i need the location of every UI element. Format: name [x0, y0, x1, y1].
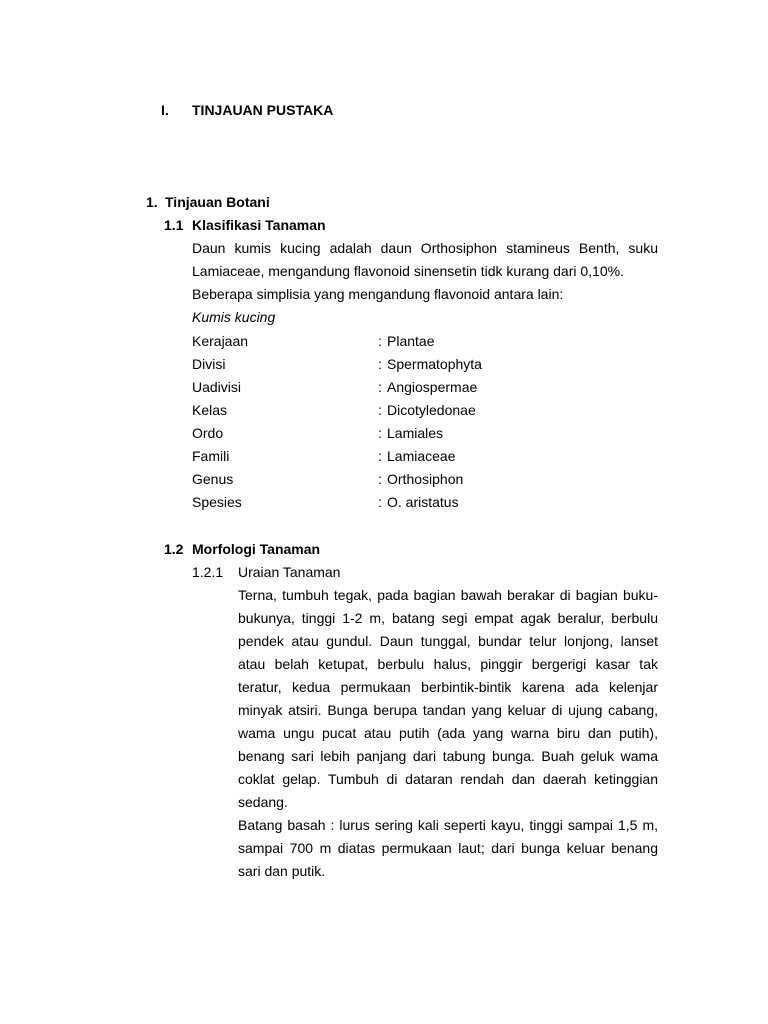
- subsection-1-2-1-number: 1.2.1: [192, 564, 224, 580]
- taxonomy-rank: Kelas: [192, 402, 228, 418]
- flavonoid-simplisia-line: Beberapa simplisia yang mengandung flavonoid antara lain:: [192, 286, 564, 302]
- taxonomy-colon: :: [378, 402, 382, 418]
- taxonomy-rank: Kerajaan: [192, 333, 249, 349]
- taxonomy-colon: :: [378, 471, 382, 487]
- section-1-number: 1.: [146, 194, 158, 210]
- taxonomy-colon: :: [378, 494, 382, 510]
- section-1-1-number: 1.1: [164, 217, 184, 233]
- taxonomy-rank: Uadivisi: [192, 379, 242, 395]
- chapter-number: I.: [161, 102, 169, 118]
- chapter-title: TINJAUAN PUSTAKA: [192, 102, 334, 118]
- taxonomy-rank: Divisi: [192, 356, 226, 372]
- taxonomy-row: [192, 379, 512, 402]
- taxonomy-value: Plantae: [387, 333, 435, 349]
- classification-intro: Daun kumis kucing adalah daun Orthosiphon stamineus Benth, suku Lamiaceae, mengandung flavonoid sinensetin tidk kurang dari 0,10%.: [192, 240, 658, 279]
- taxonomy-rank: Ordo: [192, 425, 224, 441]
- section-1-title: Tinjauan Botani: [165, 194, 270, 210]
- taxonomy-value: Orthosiphon: [387, 471, 464, 487]
- taxonomy-value: Spermatophyta: [387, 356, 482, 372]
- taxonomy-row: [192, 402, 512, 425]
- section-1-2-number: 1.2: [164, 541, 184, 557]
- taxonomy-row: [192, 494, 512, 517]
- taxonomy-colon: :: [378, 425, 382, 441]
- taxonomy-value: O. aristatus: [387, 494, 459, 510]
- taxonomy-value: Lamiaceae: [387, 448, 456, 464]
- subsection-1-2-1-title: Uraian Tanaman: [238, 564, 341, 580]
- taxonomy-row: [192, 425, 512, 448]
- taxonomy-value: Lamiales: [387, 425, 444, 441]
- taxonomy-row: [192, 448, 512, 471]
- taxonomy-row: [192, 471, 512, 494]
- plant-description-paragraph-1: Terna, tumbuh tegak, pada bagian bawah berakar di bagian buku-bukunya, tinggi 1-2 m, batang segi empat agak beralur, berbulu pendek atau gundul. Daun tunggal, bundar telur lonjong, lanset atau belah ketupat, berbulu halus, pinggir bergerigi kasar tak teratur, kedua permukaan berbintik-bintik karena ada kelenjar minyak atsiri. Bunga berupa tandan yang keluar di ujung cabang, wama ungu pucat atau putih (ada yang warna biru dan putih), benang sari lebih panjang dari tabung bunga. Buah geluk wama coklat gelap. Tumbuh di dataran rendah dan daerah ketinggian sedang.: [238, 587, 658, 810]
- section-1-1-title: Klasifikasi Tanaman: [192, 217, 326, 233]
- taxonomy-rank: Famili: [192, 448, 230, 464]
- plant-description: [238, 584, 658, 883]
- taxonomy-value: Dicotyledonae: [387, 402, 476, 418]
- taxonomy-colon: :: [378, 448, 382, 464]
- classification-intro-paragraph: [192, 237, 658, 283]
- plant-description-paragraph-2: Batang basah : lurus sering kali seperti kayu, tinggi sampai 1,5 m, sampai 700 m diatas permukaan laut; dari bunga keluar benang sari dan putik.: [238, 817, 658, 879]
- taxonomy-colon: :: [378, 379, 382, 395]
- taxonomy-row: [192, 333, 512, 356]
- section-1-2-title: Morfologi Tanaman: [192, 541, 321, 557]
- taxonomy-value: Angiospermae: [387, 379, 478, 395]
- taxonomy-row: [192, 356, 512, 379]
- taxonomy-rank: Genus: [192, 471, 234, 487]
- taxonomy-colon: :: [378, 356, 382, 372]
- plant-name: Kumis kucing: [192, 309, 276, 325]
- taxonomy-rank: Spesies: [192, 494, 242, 510]
- taxonomy-colon: :: [378, 333, 382, 349]
